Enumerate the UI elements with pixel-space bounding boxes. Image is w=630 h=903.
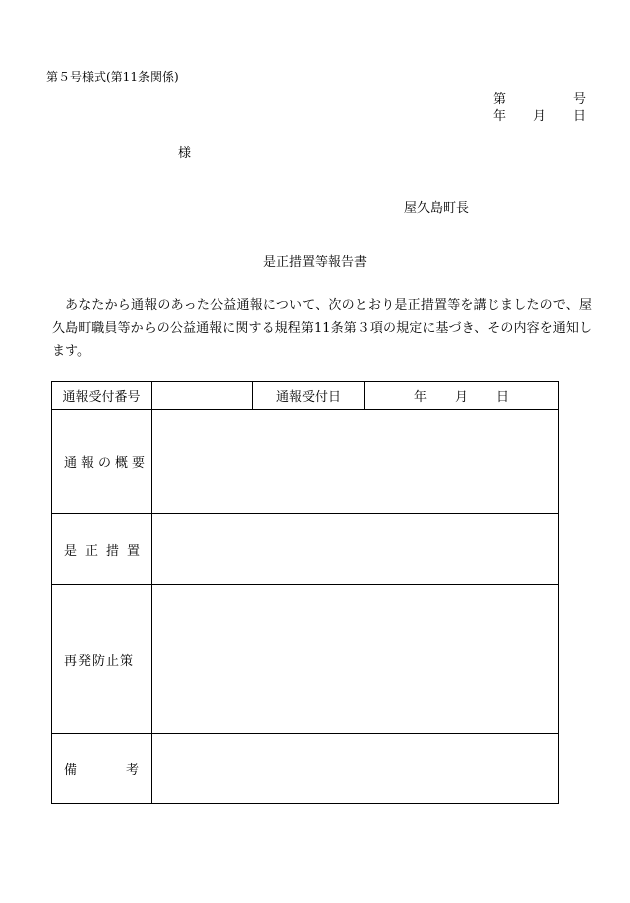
corrective-field[interactable] [152,514,559,585]
date-year-label: 年 [493,109,507,124]
receipt-number-label: 通報受付番号 [52,382,152,410]
prevention-label: 再発防止策 [52,585,152,734]
receipt-date-day: 日 [496,390,510,405]
receipt-date-year: 年 [413,390,427,405]
date-month-label: 月 [533,109,547,124]
remarks-field[interactable] [152,734,559,804]
document-number-prefix: 第 [493,92,507,107]
receipt-date-label: 通報受付日 [253,382,365,410]
document-title: 是正措置等報告書 [262,255,367,270]
table-row-remarks [52,734,559,804]
table-row-receipt [52,382,559,410]
remarks-label [52,734,152,804]
summary-label: 通報の概要 [52,410,152,514]
table-row-summary [52,410,559,514]
prevention-field[interactable] [152,585,559,734]
remarks-label-second: 考 [125,763,139,778]
summary-field[interactable] [152,410,559,514]
receipt-date-field[interactable] [365,382,559,410]
receipt-date-month: 月 [454,390,468,405]
body-paragraph: あなたから通報のあった公益通報について、次のとおり是正措置等を講じましたので、屋久島町職員等からの公益通報に関する規程第11条第３項の規定に基づき、その内容を通知します。 [52,298,592,359]
receipt-number-field[interactable] [152,382,253,410]
remarks-label-first: 備 [64,763,78,778]
form-number: 第５号様式(第11条関係) [46,70,179,84]
table-row-prevention [52,585,559,734]
date-day-label: 日 [573,109,587,124]
table-row-corrective [52,514,559,585]
document-number-suffix: 号 [573,92,587,107]
report-table [51,381,559,804]
issuer-name: 屋久島町長 [404,201,470,216]
addressee-honorific: 様 [178,146,192,161]
corrective-label: 是正措置 [52,514,152,585]
